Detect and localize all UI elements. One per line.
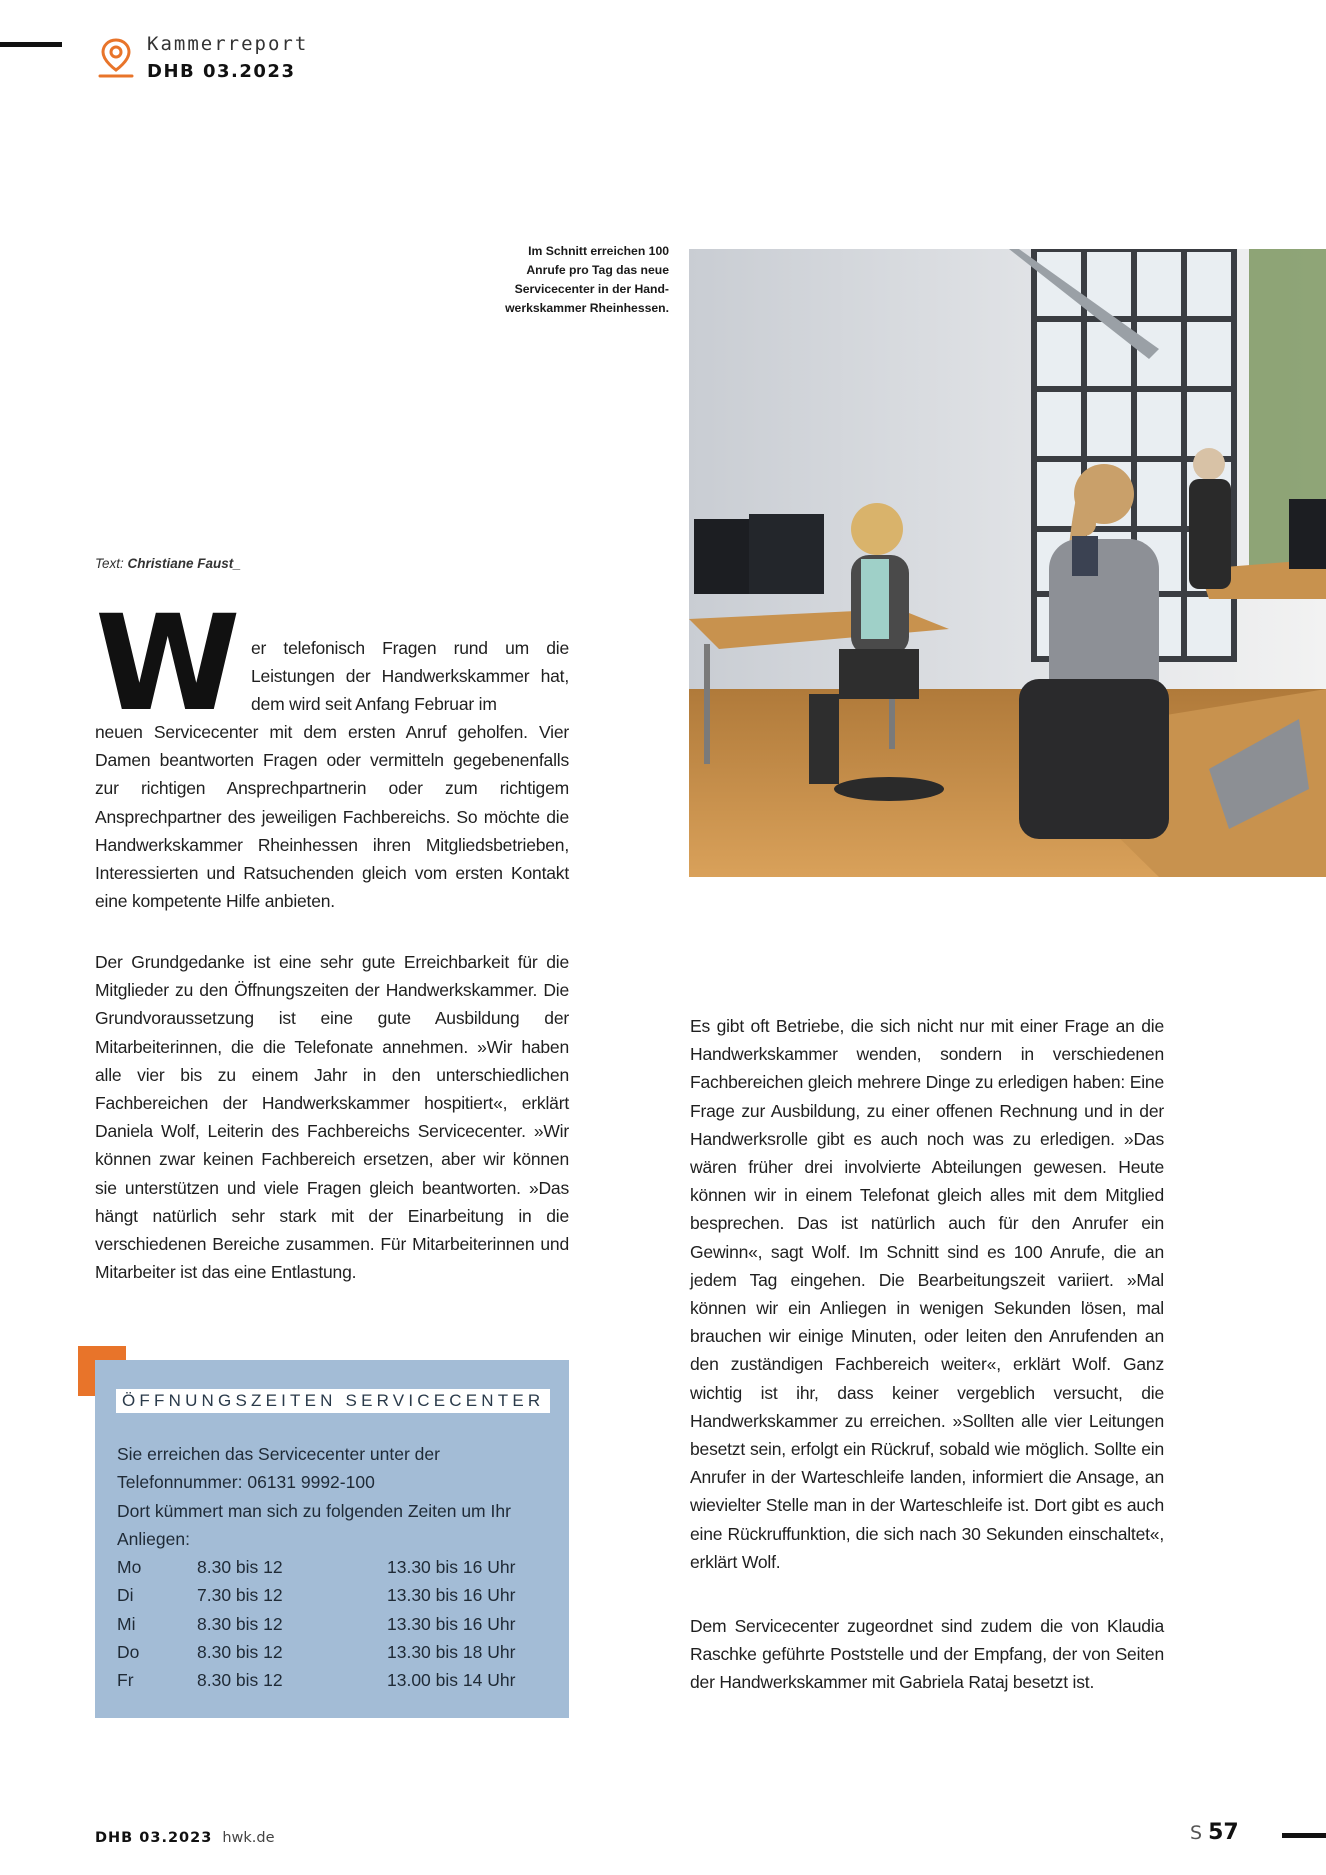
hours-morning: 8.30 bis 12 bbox=[197, 1557, 283, 1577]
caption-line: werkskammer Rheinhessen. bbox=[505, 301, 669, 315]
photo-caption bbox=[470, 242, 669, 318]
header-section: Kammerreport bbox=[147, 33, 309, 55]
hours-day: Di bbox=[117, 1585, 134, 1606]
hours-day: Mo bbox=[117, 1557, 142, 1577]
hours-morning: 7.30 bis 12 bbox=[197, 1585, 283, 1606]
caption-line: Servicecenter in der Hand- bbox=[514, 282, 669, 296]
intro-text: neuen Servicecenter mit dem ersten Anruf geholfen. Vier Damen beantworten Fragen oder vermitteln gegebenenfalls zur richtigen Ansprechpartnerin oder zum richtigem Ansprechpartner des jeweiligen Fachbereichs. So möchte die Handwerkskammer Rheinhessen ihren Mitgliedsbetrieben, Interessierten und Ratsuchenden gleich vom ersten Kontakt eine kompetente Hilfe anbieten. bbox=[95, 722, 569, 912]
hours-afternoon: 13.30 bis 16 Uhr bbox=[387, 1557, 516, 1577]
footer-rule bbox=[1282, 1833, 1326, 1838]
office-photo bbox=[689, 249, 1326, 877]
footer-site-link[interactable]: hwk.de bbox=[222, 1830, 275, 1846]
paragraph-3-text: Es gibt oft Betriebe, die sich nicht nur mit einer Frage an die Handwerkskammer wenden, sondern in verschiedenen Fachbereichen gleich mehrere Dinge zu erledigen haben: Eine Frage zur Ausbildung, zu einer offenen Rechnung und in der Handwerksrolle gibt es auch noch was zu erledigen. »Das wären früher drei involvierte Abteilungen gewesen. Heute können wir in einem Telefonat gleich alles mit dem Mitglied besprechen. Das ist natürlich auch für den Anrufer ein Gewinn«, sagt Wolf. Im Schnitt sind es 100 Anrufe, die an jedem Tag eingehen. Die Bearbeitungszeit variiert. »Mal können wir ein Anliegen in wenigen Sekunden lösen, mal brauchen wir einige Minuten, oder leiten den Anrufenden an den zuständigen Fachbereich weiter«, erklärt Wolf. Ganz wichtig ist ihr, dass keiner vergeblich versucht, die Handwerkskammer zu erreichen. »Sollten alle vier Leitungen besetzt sein, erfolgt ein Rückruf, sobald wie möglich. Sollte ein Anrufer in der Warteschleife landen, informiert die Ansage, an wievielter Stelle man in der Warteschleife ist. Dort gibt es auch eine Rückruffunktion, die sich nach 30 Sekunden einschaltet«, erklärt Wolf. bbox=[690, 1016, 1164, 1572]
infobox-text bbox=[117, 1440, 557, 1553]
paragraph-4-text: Dem Servicecenter zugeordnet sind zudem die von Klaudia Raschke geführte Poststelle und der Empfang, der von Seiten der Handwerkskammer mit Gabriela Rataj besetzt ist. bbox=[690, 1616, 1164, 1693]
hours-afternoon: 13.30 bis 16 Uhr bbox=[387, 1585, 516, 1606]
hours-afternoon: 13.30 bis 16 Uhr bbox=[387, 1613, 516, 1634]
footer-issue: DHB 03.2023 bbox=[95, 1830, 213, 1846]
hours-day: Do bbox=[117, 1641, 140, 1662]
hours-afternoon: 13.00 bis 14 Uhr bbox=[387, 1670, 516, 1691]
hours-morning: 8.30 bis 12 bbox=[197, 1670, 283, 1691]
footer-left bbox=[95, 1830, 275, 1846]
intro-lead bbox=[251, 634, 569, 719]
header-rule bbox=[0, 42, 62, 47]
paragraph-2 bbox=[95, 948, 569, 1286]
header-issue: DHB 03.2023 bbox=[147, 61, 296, 82]
paragraph-4 bbox=[690, 1612, 1164, 1697]
paragraph-3 bbox=[690, 1012, 1164, 1576]
hours-morning: 8.30 bis 12 bbox=[197, 1641, 283, 1662]
caption-line: Anrufe pro Tag das neue bbox=[526, 263, 669, 277]
author-line bbox=[95, 556, 241, 571]
infobox-line: Anliegen: bbox=[117, 1528, 190, 1549]
paragraph-2-text: Der Grundgedanke ist eine sehr gute Erreichbarkeit für die Mitglieder zu den Öffnungszeiten der Handwerkskammer. Die Grundvoraussetzung ist eine gute Ausbildung der Mitarbeiterinnen, die die Telefonate annehmen. »Wir haben alle vier bis zu einem Jahr in den unterschiedlichen Fachbereichen der Handwerkskammer hospitiert«, erklärt Daniela Wolf, Leiterin des Fachbereichs Servicecenter. »Wir können zwar keinen Fachbereich ersetzen, aber wir können sie unterstützen und viele Fragen gleich beantworten. »Das hängt natürlich sehr stark mit der Einarbeitung in die verschiedenen Bereiche zusammen. Für Mitarbeiterinnen und Mitarbeiter ist das eine Entlastung. bbox=[95, 952, 569, 1283]
hours-morning: 8.30 bis 12 bbox=[197, 1613, 283, 1634]
intro-paragraph bbox=[95, 718, 569, 915]
hours-day: Mi bbox=[117, 1613, 136, 1634]
location-pin-icon bbox=[96, 36, 136, 80]
infobox-title: ÖFFNUNGSZEITEN SERVICECENTER bbox=[116, 1389, 550, 1413]
infobox-phone-line: Telefonnummer: 06131 9992-100 bbox=[117, 1472, 375, 1493]
hours-afternoon: 13.30 bis 18 Uhr bbox=[387, 1641, 516, 1662]
intro-lead-text: er telefonisch Fragen rund um die Leistungen der Handwerkskammer hat, dem wird seit Anfang Februar im bbox=[251, 638, 569, 715]
author-prefix: Text: bbox=[95, 556, 128, 571]
infobox-line: Dort kümmert man sich zu folgenden Zeiten um Ihr bbox=[117, 1500, 511, 1521]
infobox-line: Sie erreichen das Servicecenter unter der bbox=[117, 1444, 440, 1464]
page-number bbox=[1190, 1820, 1239, 1845]
page-number-value: 57 bbox=[1208, 1820, 1239, 1845]
caption-line: Im Schnitt erreichen 100 bbox=[528, 244, 669, 258]
page-prefix: S bbox=[1190, 1822, 1203, 1844]
author-name: Christiane Faust_ bbox=[127, 556, 241, 571]
hours-day: Fr bbox=[117, 1670, 134, 1691]
drop-cap: W bbox=[95, 587, 241, 741]
